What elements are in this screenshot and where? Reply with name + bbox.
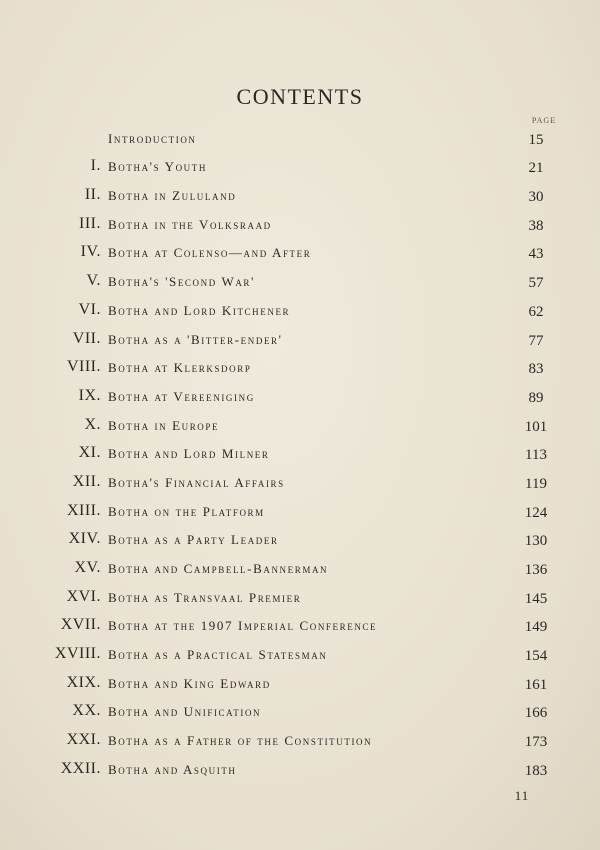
chapter-number: XXII. — [60, 759, 101, 777]
chapter-number: XII. — [72, 472, 101, 490]
chapter-number: VII. — [72, 329, 101, 347]
chapter-page-number: 149 — [524, 619, 548, 636]
chapter-title: Botha as a Practical Statesman — [108, 647, 328, 663]
chapter-title: Introduction — [108, 130, 197, 146]
chapter-number: XVI. — [66, 587, 101, 605]
toc-entry — [0, 698, 600, 727]
chapter-page-number: 145 — [524, 590, 548, 607]
chapter-number: III. — [79, 214, 101, 232]
toc-entry — [0, 296, 600, 325]
chapter-number: IV. — [80, 243, 101, 261]
toc-entry — [0, 726, 600, 755]
page-title: CONTENTS — [236, 84, 364, 109]
chapter-page-number: 154 — [524, 648, 548, 665]
chapter-page-number: 124 — [524, 504, 548, 521]
chapter-title: Botha and King Edward — [108, 675, 271, 691]
chapter-page-number: 136 — [524, 562, 548, 578]
toc-entry — [0, 354, 600, 383]
chapter-title: Botha in Europe — [108, 417, 220, 433]
chapter-number: XI. — [78, 444, 101, 462]
chapter-number: XXI. — [66, 731, 101, 749]
toc-entry — [0, 554, 600, 583]
table-of-contents — [0, 124, 600, 784]
chapter-title: Botha's 'Second War' — [108, 274, 255, 290]
chapter-page-number: 21 — [528, 160, 544, 177]
toc-entry — [0, 468, 600, 497]
chapter-page-number: 101 — [524, 418, 548, 435]
toc-entry — [0, 755, 600, 784]
chapter-page-number: 77 — [528, 332, 544, 349]
chapter-title: Botha in the Volksraad — [108, 216, 272, 232]
chapter-page-number: 15 — [528, 131, 544, 148]
chapter-title: Botha and Lord Milner — [108, 446, 270, 462]
chapter-page-number: 130 — [524, 533, 548, 550]
chapter-number: I. — [90, 157, 101, 175]
toc-entry — [0, 382, 600, 411]
chapter-page-number: 113 — [525, 447, 547, 464]
toc-entry — [0, 210, 600, 239]
chapter-page-number: 183 — [524, 762, 548, 779]
chapter-number: XIII. — [66, 501, 101, 519]
toc-entry — [0, 526, 600, 555]
chapter-title: Botha at Klerksdorp — [108, 360, 252, 376]
toc-entry — [0, 124, 600, 153]
toc-entry — [0, 153, 600, 182]
chapter-title: Botha's Youth — [108, 159, 207, 175]
page-column-label: PAGE — [531, 116, 557, 125]
chapter-title: Botha and Campbell-Bannerman — [108, 561, 329, 576]
chapter-title: Botha's Financial Affairs — [108, 474, 285, 490]
chapter-number: VI. — [78, 300, 101, 318]
chapter-page-number: 161 — [524, 676, 548, 693]
chapter-title: Botha and Asquith — [108, 761, 237, 777]
toc-entry — [0, 239, 600, 268]
chapter-page-number: 43 — [528, 246, 544, 263]
chapter-title: Botha in Zululand — [108, 188, 237, 204]
chapter-page-number: 119 — [525, 475, 547, 492]
toc-entry — [0, 411, 600, 440]
chapter-page-number: 166 — [524, 705, 548, 722]
chapter-page-number: 38 — [528, 217, 544, 234]
chapter-page-number: 83 — [528, 361, 544, 378]
chapter-number: VIII. — [66, 358, 101, 376]
toc-entry — [0, 267, 600, 296]
toc-entry — [0, 440, 600, 469]
chapter-title: Botha as Transvaal Premier — [108, 589, 302, 605]
folio-page-number: 11 — [514, 788, 530, 803]
chapter-title: Botha on the Platform — [108, 503, 265, 519]
chapter-page-number: 89 — [528, 389, 544, 406]
chapter-page-number: 173 — [524, 734, 548, 751]
chapter-number: XIX. — [66, 673, 101, 691]
toc-entry — [0, 325, 600, 354]
toc-entry — [0, 497, 600, 526]
chapter-number: XV. — [74, 559, 101, 576]
chapter-page-number: 30 — [528, 189, 544, 206]
toc-entry — [0, 181, 600, 210]
chapter-title: Botha at Vereeniging — [108, 388, 255, 404]
chapter-number: XIV. — [68, 530, 101, 548]
chapter-number: IX. — [78, 386, 101, 404]
chapter-number: X. — [84, 415, 101, 433]
chapter-title: Botha at the 1907 Imperial Conference — [108, 618, 378, 634]
chapter-title: Botha as a 'Bitter-ender' — [108, 331, 283, 347]
chapter-title: Botha as a Father of the Constitution — [108, 733, 373, 749]
chapter-title: Botha at Colenso—and After — [108, 245, 312, 261]
chapter-number: V. — [86, 272, 101, 290]
chapter-title: Botha and Lord Kitchener — [108, 302, 291, 318]
chapter-page-number: 62 — [528, 303, 544, 320]
chapter-number: XX. — [72, 702, 101, 720]
chapter-number: XVII. — [60, 616, 101, 634]
chapter-title: Botha as a Party Leader — [108, 532, 279, 548]
toc-entry — [0, 640, 600, 669]
chapter-page-number: 57 — [528, 275, 544, 292]
toc-entry — [0, 612, 600, 641]
toc-entry — [0, 583, 600, 612]
chapter-number: XVIII. — [54, 645, 101, 663]
chapter-number: II. — [84, 186, 101, 204]
chapter-title: Botha and Unification — [108, 704, 262, 720]
toc-entry — [0, 669, 600, 698]
